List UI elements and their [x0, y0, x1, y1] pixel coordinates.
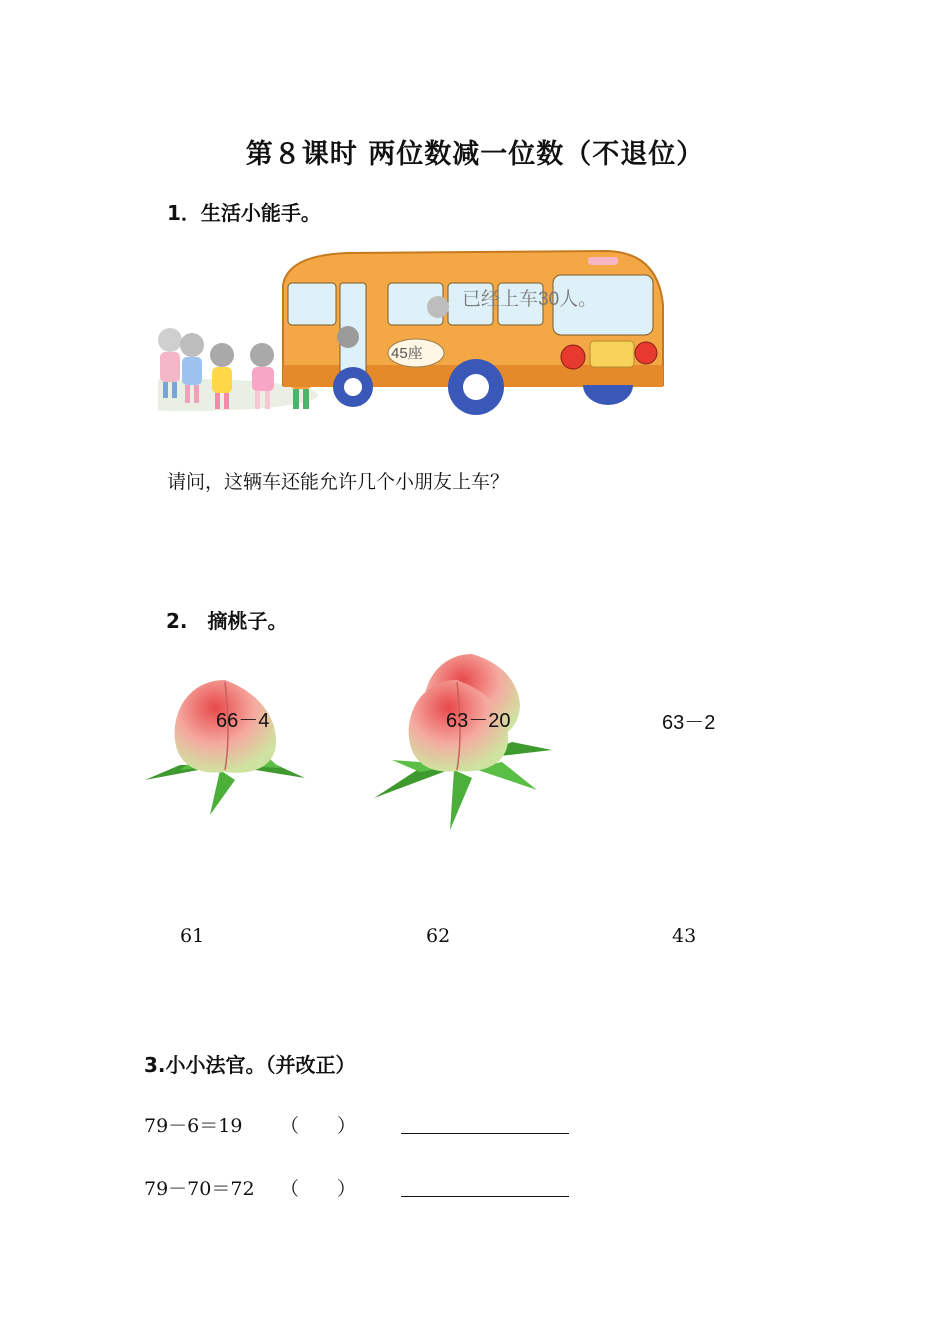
- judge-row-2-paren[interactable]: （ ）: [280, 1178, 357, 1200]
- judge-row-2-expr: 79－70＝72: [144, 1178, 255, 1200]
- judge-row-2-answer-line[interactable]: [401, 1196, 569, 1197]
- peach-1-label: 66－4: [216, 710, 270, 732]
- page-title: 第８课时 两位数减一位数（不退位）: [245, 139, 705, 170]
- basket-1: 61: [180, 925, 205, 947]
- section2-heading: 2. 摘桃子。: [166, 609, 288, 633]
- basket-2: 62: [426, 925, 451, 947]
- peach-3-label: 63－2: [662, 712, 716, 734]
- judge-row-1-answer-line[interactable]: [401, 1133, 569, 1134]
- peach-1: [140, 670, 310, 820]
- section3-heading: 3.小小法官。（并改正）: [144, 1053, 356, 1077]
- judge-row-1-paren[interactable]: （ ）: [280, 1115, 357, 1137]
- bus-illustration: [158, 245, 678, 425]
- basket-3: 43: [672, 925, 697, 947]
- peach-2-label: 63－20: [446, 710, 511, 732]
- section1-question: 请问，这辆车还能允许几个小朋友上车？: [167, 471, 510, 493]
- peach-2: [372, 650, 562, 835]
- bus-speech: 已经上车30人。: [462, 289, 598, 310]
- seat-label: 45座: [391, 345, 423, 362]
- judge-row-1-expr: 79－6＝19: [144, 1115, 243, 1137]
- section1-heading: 1．生活小能手。: [167, 201, 321, 225]
- bus: [283, 251, 663, 415]
